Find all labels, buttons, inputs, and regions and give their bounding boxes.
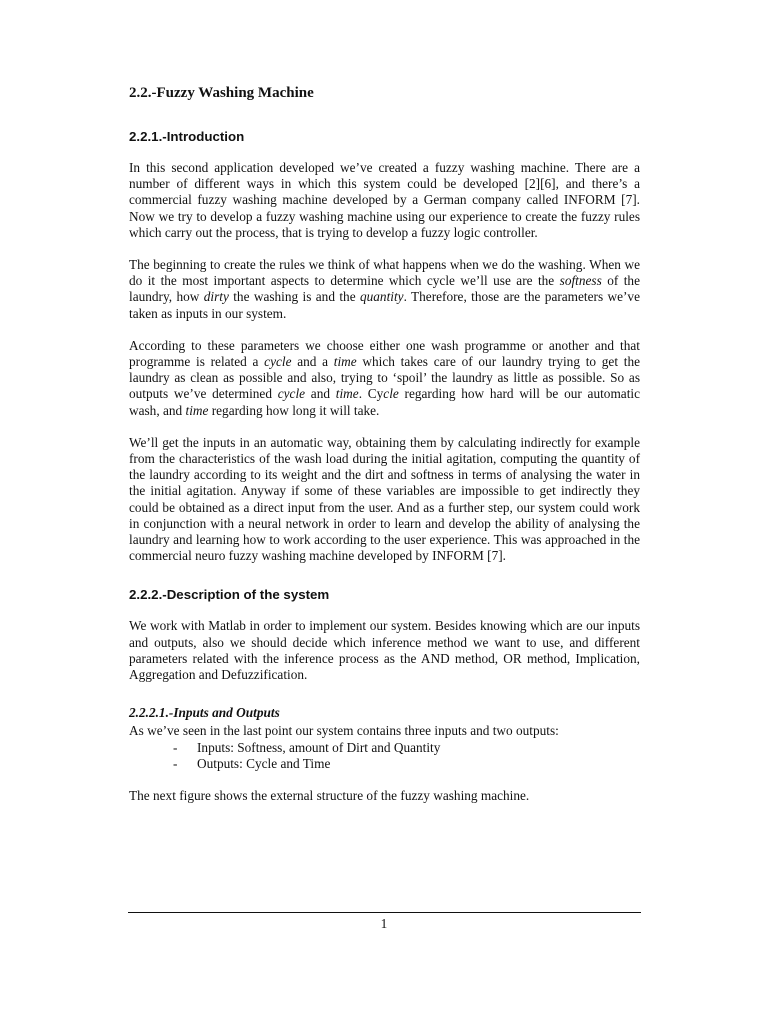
paragraph-inputs-intro: As we’ve seen in the last point our system contains three inputs and two outputs:	[129, 723, 559, 739]
section-heading-introduction: 2.2.1.-Introduction	[129, 129, 245, 144]
page-number: 1	[380, 916, 388, 931]
subsection-heading-inputs-outputs: 2.2.2.1.-Inputs and Outputs	[129, 705, 280, 721]
list-item-inputs: - Inputs: Softness, amount of Dirt and Quantity	[173, 740, 640, 756]
document-page	[129, 84, 640, 820]
paragraph-intro-4: We’ll get the inputs in an automatic way, obtaining them by calculating indirectly for example from the characteristics of the wash load during the initial agitation, computing the quantity of the laundry according to its weight and the dirt and softness in terms of analysing the water in the initial agitation. Anyway if some of these variables are impossible to get indirectly they could be obtained as a direct input from the user. And as a further step, our system could work in conjunction with a neural network in order to learn and develop the ability of analysing the laundry and learning how to work according to the user experience. This was approached in the commercial neuro fuzzy washing machine developed by INFORM [7].	[129, 434, 640, 564]
inputs-outputs-list	[129, 740, 640, 772]
paragraph-intro-3: According to these parameters we choose either one wash programme or another and that programme is related a cycle and a time which takes care of our laundry trying to get the laundry as clean as possible and also, trying to ‘spoil’ the laundry as little as possible. So as outputs we’ve determined cycle and time. Cycle regarding how hard will be our automatic wash, and time regarding how long it will take.	[129, 337, 640, 418]
paragraph-intro-2: The beginning to create the rules we think of what happens when we do the washing. When we do it the most important aspects to determine which cycle we’ll use are the softness of the laundry, how dirty the washing is and the quantity. Therefore, those are the parameters we’ve taken as inputs in our system.	[129, 257, 640, 321]
paragraph-figure-intro: The next figure shows the external structure of the fuzzy washing machine.	[129, 788, 530, 804]
paragraph-intro-1: In this second application developed we’ve created a fuzzy washing machine. There are a number of different ways in which this system could be developed [2][6], and there’s a commercial fuzzy washing machine developed by a German company called INFORM [7]. Now we try to develop a fuzzy washing machine using our experience to create the fuzzy rules which carry out the process, that is trying to develop a fuzzy logic controller.	[129, 160, 640, 240]
section-heading-description: 2.2.2.-Description of the system	[129, 587, 330, 603]
document-title: 2.2.-Fuzzy Washing Machine	[129, 85, 314, 101]
paragraph-description-1: We work with Matlab in order to implement our system. Besides knowing which are our inputs and outputs, also we should decide which inference method we want to use, and different parameters related with the inference process as the AND method, OR method, Implication, Aggregation and Defuzzification.	[129, 618, 640, 683]
footer-divider	[128, 912, 641, 913]
list-item-outputs: - Outputs: Cycle and Time	[173, 756, 640, 772]
